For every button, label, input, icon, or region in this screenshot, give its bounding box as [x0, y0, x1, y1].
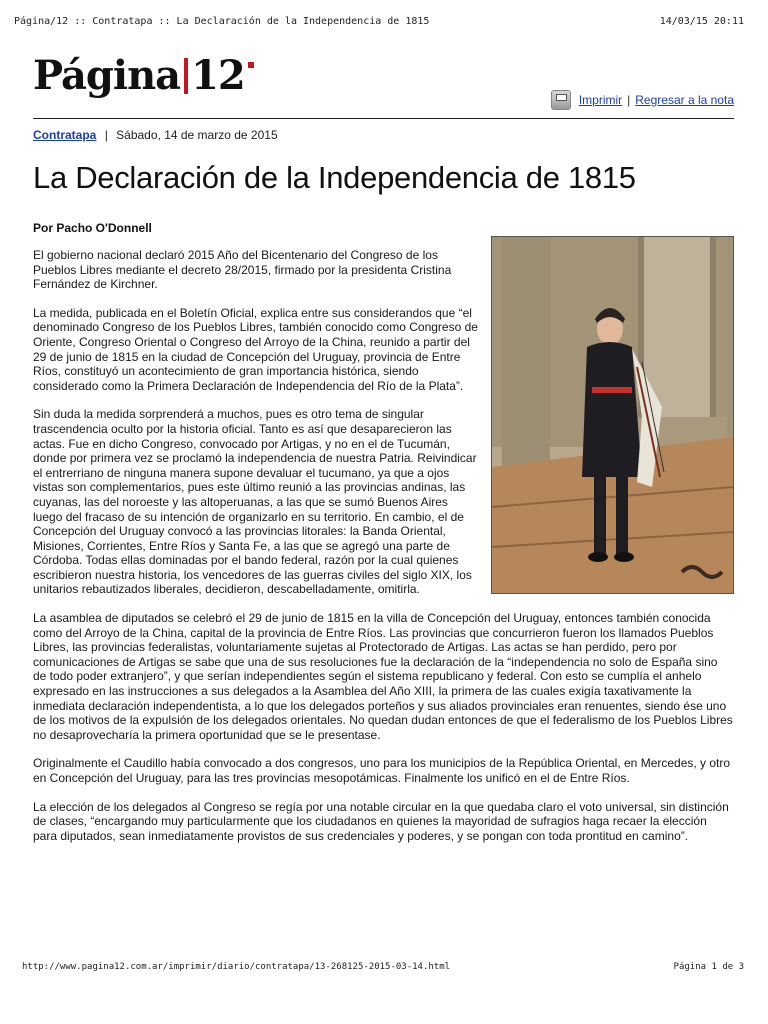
print-link[interactable]: Imprimir: [578, 93, 623, 107]
print-url: http://www.pagina12.com.ar/imprimir/diario/contratapa/13-268125-2015-03-14.html: [22, 962, 451, 972]
article-illustration: [491, 236, 734, 594]
logo-dot: [248, 62, 254, 68]
section-link[interactable]: Contratapa: [33, 128, 97, 142]
print-footer: [22, 962, 744, 972]
article-paragraph: El gobierno nacional declaró 2015 Año del Bicentenario del Congreso de los Pueblos Libres mediante el decreto 28/2015, firmado por la presidenta Cristina Fernández de Kirchner.: [33, 248, 452, 292]
site-logo: [33, 52, 254, 99]
tools-separator: |: [627, 93, 631, 107]
article-date: Sábado, 14 de marzo de 2015: [116, 128, 278, 142]
article-title: La Declaración de la Independencia de 1815: [33, 160, 636, 195]
illustration-artwork: [492, 237, 733, 593]
article-body: [33, 248, 734, 857]
printer-icon[interactable]: [551, 90, 571, 110]
logo-text-left: Página: [33, 52, 181, 99]
header-divider: [33, 118, 734, 119]
article-paragraph: Originalmente el Caudillo había convocado a dos congresos, uno para los municipios de la República Oriental, en Mercedes, y otro en Concepción del Uruguay, para las tres provincias mesopotámicas. Finalmente los unificó en el de Entre Ríos.: [33, 756, 731, 785]
meta-separator: |: [104, 128, 108, 142]
article-paragraph: La asamblea de diputados se celebró el 29 de junio de 1815 en la villa de Concepción del Uruguay, entonces también conocida como del Arroyo de la China, capital de la provincia de Entre Ríos. Las provincias que concurrieron fueron los llamados Pueblos Libres, las provincias federalistas, voluntariamente sujetas al Protectorado de Artigas. Las actas se han perdido, pero por comunicaciones de Artigas se sabe que una de sus resoluciones fue la declaración de la “independencia no solo de España sino de todo poder extranjero”, y que serían independientes según el sistema republicano y federal. Con esto se cumplía el anhelo expresado en las instrucciones a sus delegados a la Asamblea del Año XIII, la primera de las cuales exigía taxativamente la inmediata declaración independentista, a lo que los delegados porteños y sus aliados provinciales eran renuentes, siendo ése uno de los motivos de la expulsión de los delegados orientales. No quedan dudan entonces de que el federalismo de los Pueblos Libres no desaprovecharía la primera oportunidad que se le presentase.: [33, 611, 733, 742]
logo-text-right: 12: [191, 52, 245, 99]
print-datetime: 14/03/15 20:11: [659, 16, 744, 27]
article-tools: [551, 90, 734, 110]
article-meta: [33, 128, 278, 142]
article-paragraph: La elección de los delegados al Congreso se regía por una notable circular en la que quedaba claro el voto universal, sin distinción de clases, “encargando muy particularmente que los ciudadanos en quienes la mayoridad de sufragios haga recaer la elección para diputados, sean inmediatamente provistos de sus credenciales y poderes, y se pongan con toda prontitud en camino”.: [33, 799, 729, 843]
article-paragraph: La medida, publicada en el Boletín Oficial, explica entre sus considerandos que “el denominado Congreso de los Pueblos Libres, también conocido como Congreso de Oriente, Congreso Oriental o Congreso del Arroyo de la China, reunido a partir del 29 de junio de 1815 en la ciudad de Concepción del Uruguay, provincia de Entre Ríos, constituyó un acontecimiento de gran importancia histórica, siendo considerado como la Primera Declaración de Independencia del Río de la Plata”.: [33, 305, 478, 393]
print-page-title: Página/12 :: Contratapa :: La Declaración de la Independencia de 1815: [14, 16, 430, 27]
print-header: [14, 16, 744, 27]
article-paragraph: Sin duda la medida sorprenderá a muchos, pues es otro tema de singular trascendencia oculto por la historia oficial. Tanto es así que desaparecieron las actas. Fue en dicho Congreso, convocado por Artigas, y no en el de Tucumán, donde por primera vez se proclamó la independencia de nuestra Patria. Reivindicar el entrerriano de ninguna manera supone devaluar el tucumano, ya que a ojos vistas son complementarios, pues este último reunió a las provincias andinas, las cuyanas, las del noroeste y las altoperuanas, a las que se sumó Buenos Aires luego del fracaso de su intención de organizarlo en su territorio. En cambio, el de Concepción del Uruguay convocó a las provincias litorales: la Banda Oriental, Misiones, Corrientes, Entre Ríos y Santa Fe, a las que se agregó una parte de Córdoba. Todas ellas dominadas por el bando federal, razón por la cual quienes escribieron nuestra historia, los vencedores de las guerras civiles del siglo XIX, los unitarios rebautizados liberales, decidieron, descabelladamente, omitirla.: [33, 407, 477, 597]
logo-bar: [184, 58, 188, 94]
print-page-indicator: Página 1 de 3: [673, 962, 744, 972]
back-to-article-link[interactable]: Regresar a la nota: [635, 93, 734, 107]
article-byline: Por Pacho O'Donnell: [33, 221, 152, 235]
